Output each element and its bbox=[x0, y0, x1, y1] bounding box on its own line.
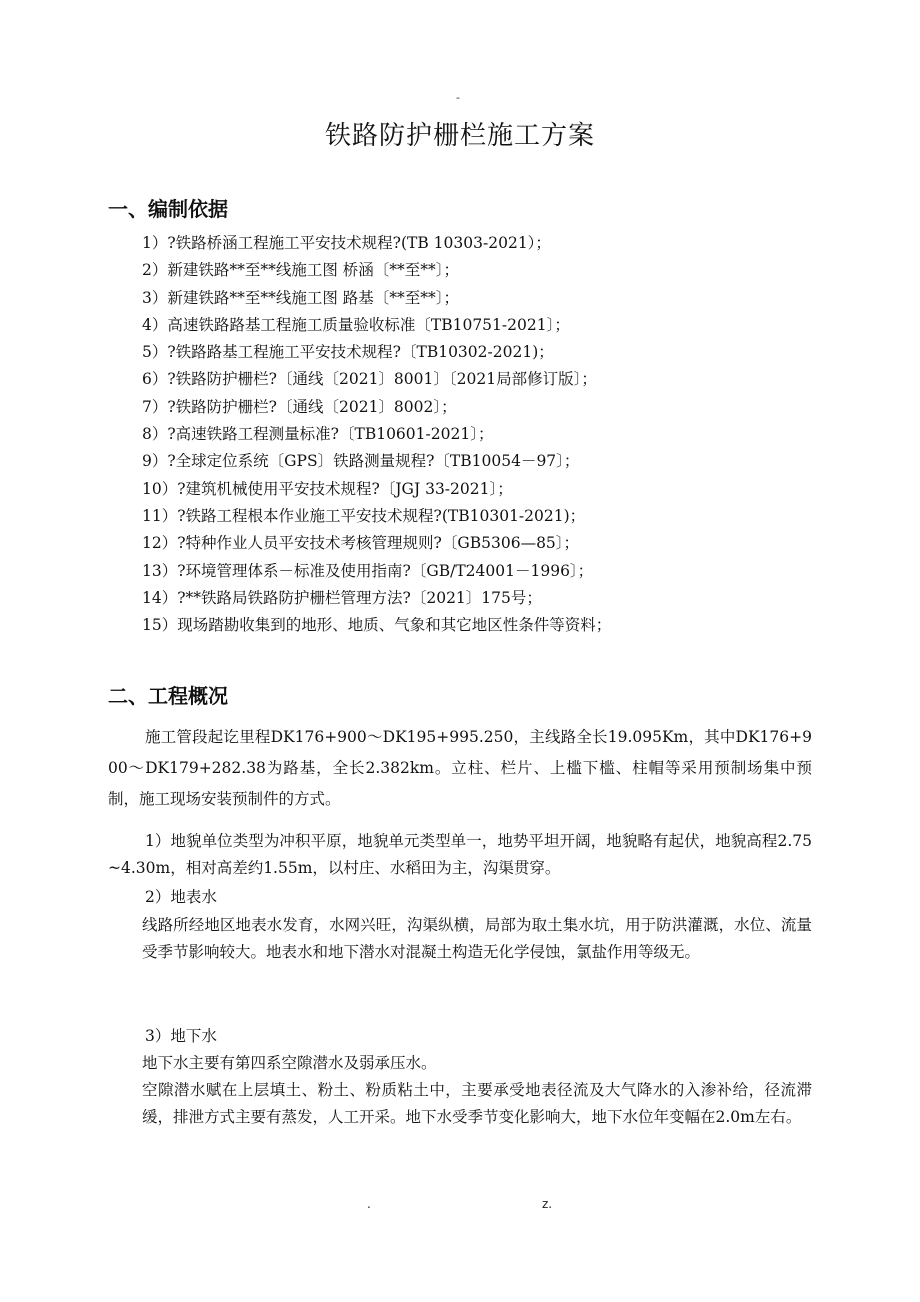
groundwater-paragraph-1: 地下水主要有第四系空隙潜水及弱承压水。 bbox=[142, 1054, 437, 1072]
reference-item: 14）?**铁路局铁路防护栅栏管理方法?〔2021〕175号； bbox=[142, 588, 542, 607]
groundwater-block bbox=[108, 1023, 812, 1050]
reference-item: 6）?铁路防护栅栏?〔通线〔2021〕8001〕〔2021局部修订版〕； bbox=[142, 370, 597, 389]
reference-item: 13）?环境管理体系－标准及使用指南?〔GB/T24001－1996〕； bbox=[142, 561, 594, 580]
reference-item: 9）?全球定位系统〔GPS〕铁路测量规程?〔TB10054－97〕； bbox=[142, 452, 580, 471]
groundwater-text-block bbox=[142, 1050, 812, 1131]
surface-water-paragraph: 线路所经地区地表水发育，水网兴旺，沟渠纵横，局部为取土集水坑，用于防洪灌溉，水位、流量受季节影响较大。地表水和地下潜水对混凝土构造无化学侵蚀，氯盐作用等级无。 bbox=[142, 916, 812, 961]
reference-item: 2）新建铁路**至**线施工图 桥涵〔**至**〕； bbox=[142, 261, 460, 280]
footer-left-mark: . bbox=[367, 1197, 371, 1211]
reference-item: 5）?铁路路基工程施工平安技术规程?〔TB10302-2021)； bbox=[142, 343, 554, 362]
surface-water-text-block bbox=[142, 912, 812, 966]
reference-item: 1）?铁路桥涵工程施工平安技术规程?(TB 10303-2021）； bbox=[142, 234, 551, 252]
reference-item: 15）现场踏勘收集到的地形、地质、气象和其它地区性条件等资料； bbox=[142, 616, 612, 635]
header-mark: - bbox=[456, 91, 460, 104]
groundwater-heading: 3）地下水 bbox=[145, 1027, 217, 1045]
overview-intro-block bbox=[108, 722, 812, 815]
reference-item: 10）?建筑机械使用平安技术规程?〔JGJ 33-2021〕； bbox=[142, 479, 513, 498]
footer-right-mark: z. bbox=[542, 1197, 553, 1211]
reference-item: 7）?铁路防护栅栏?〔通线〔2021〕8002〕； bbox=[142, 397, 457, 416]
surface-water-heading: 2）地表水 bbox=[145, 888, 217, 906]
groundwater-paragraph-2: 空隙潜水赋在上层填土、粉土、粉质粘土中，主要承受地表径流及大气降水的入渗补给，径流滞缓，排泄方式主要有蒸发，人工开采。地下水受季节变化影响大，地下水位年变幅在2.0m左右。 bbox=[142, 1081, 812, 1126]
reference-item: 8）?高速铁路工程测量标准?〔TB10601-2021〕； bbox=[142, 425, 494, 444]
landform-block bbox=[108, 828, 812, 882]
section-heading-basis: 一、编制依据 bbox=[108, 197, 228, 221]
section-heading-overview: 二、工程概况 bbox=[108, 684, 228, 708]
overview-intro-paragraph: 施工管段起讫里程DK176+900～DK195+995.250，主线路全长19.095Km，其中DK176+900～DK179+282.38为路基，全长2.382km。立柱、栏片、上槛下槛、柱帽等采用预制场集中预制，施工现场安装预制件的方式。 bbox=[108, 728, 812, 808]
landform-paragraph: 1）地貌单位类型为冲积平原，地貌单元类型单一，地势平坦开阔，地貌略有起伏，地貌高程2.75~4.30m，相对高差约1.55m，以村庄、水稻田为主，沟渠贯穿。 bbox=[108, 832, 812, 877]
document-title: 铁路防护栅栏施工方案 bbox=[324, 121, 595, 151]
reference-item: 4）高速铁路路基工程施工质量验收标准〔TB10751-2021〕； bbox=[142, 315, 570, 334]
reference-list bbox=[142, 230, 842, 639]
surface-water-block bbox=[108, 884, 812, 911]
reference-item: 12）?特种作业人员平安技术考核管理规则?〔GB5306—85〕； bbox=[142, 534, 580, 553]
reference-item: 3）新建铁路**至**线施工图 路基〔**至**〕； bbox=[142, 288, 460, 307]
reference-item: 11）?铁路工程根本作业施工平安技术规程?(TB10301-2021)； bbox=[142, 506, 586, 525]
